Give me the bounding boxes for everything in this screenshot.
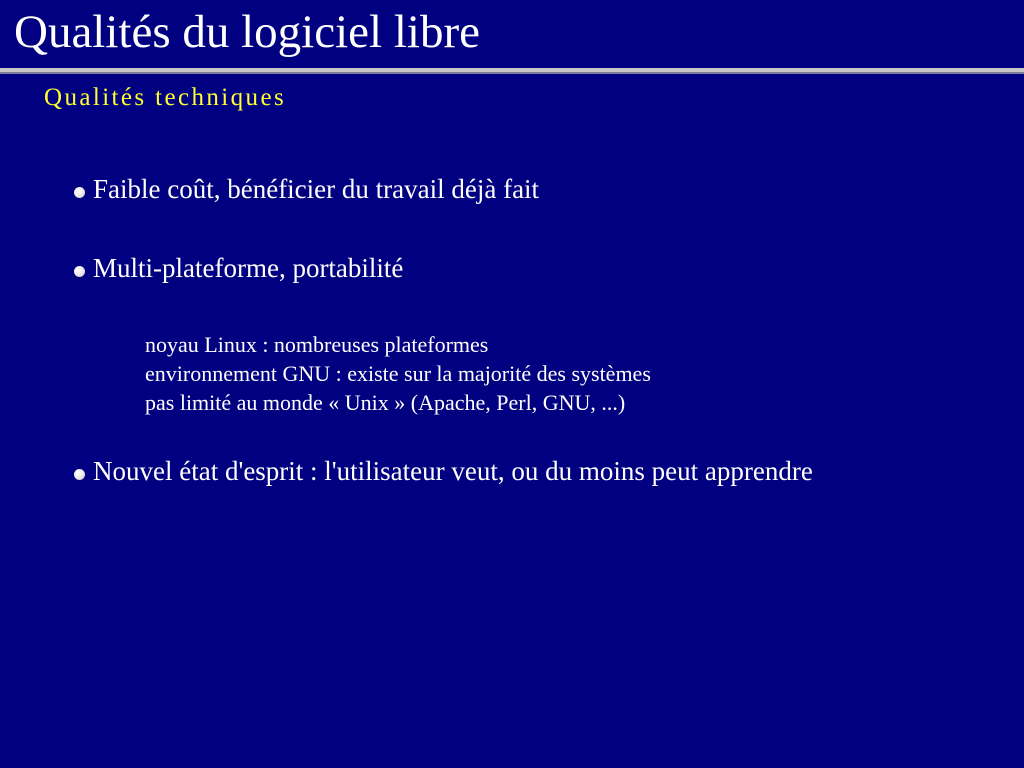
bullet-item [74, 252, 403, 284]
bullet-dot-icon [74, 266, 85, 277]
bullet-text: Faible coût, bénéficier du travail déjà fait [93, 174, 540, 204]
bullet-text: Nouvel état d'esprit : l'utilisateur veut, ou du moins peut apprendre [93, 456, 813, 486]
sub-item: noyau Linux : nombreuses plateformes [145, 332, 489, 357]
bullet-dot-icon [74, 187, 85, 198]
sub-item-list [145, 330, 651, 417]
slide-title: Qualités du logiciel libre [14, 6, 480, 58]
bullet-dot-icon [74, 469, 85, 480]
bullet-item [74, 173, 539, 205]
sub-item: pas limité au monde « Unix » (Apache, Perl, GNU, ...) [145, 390, 626, 415]
bullet-item [74, 455, 813, 487]
bullet-text: Multi-plateforme, portabilité [93, 253, 404, 283]
sub-item: environnement GNU : existe sur la majorité des systèmes [145, 361, 651, 386]
slide-subtitle: Qualités techniques [44, 84, 287, 111]
title-divider [0, 68, 1024, 74]
